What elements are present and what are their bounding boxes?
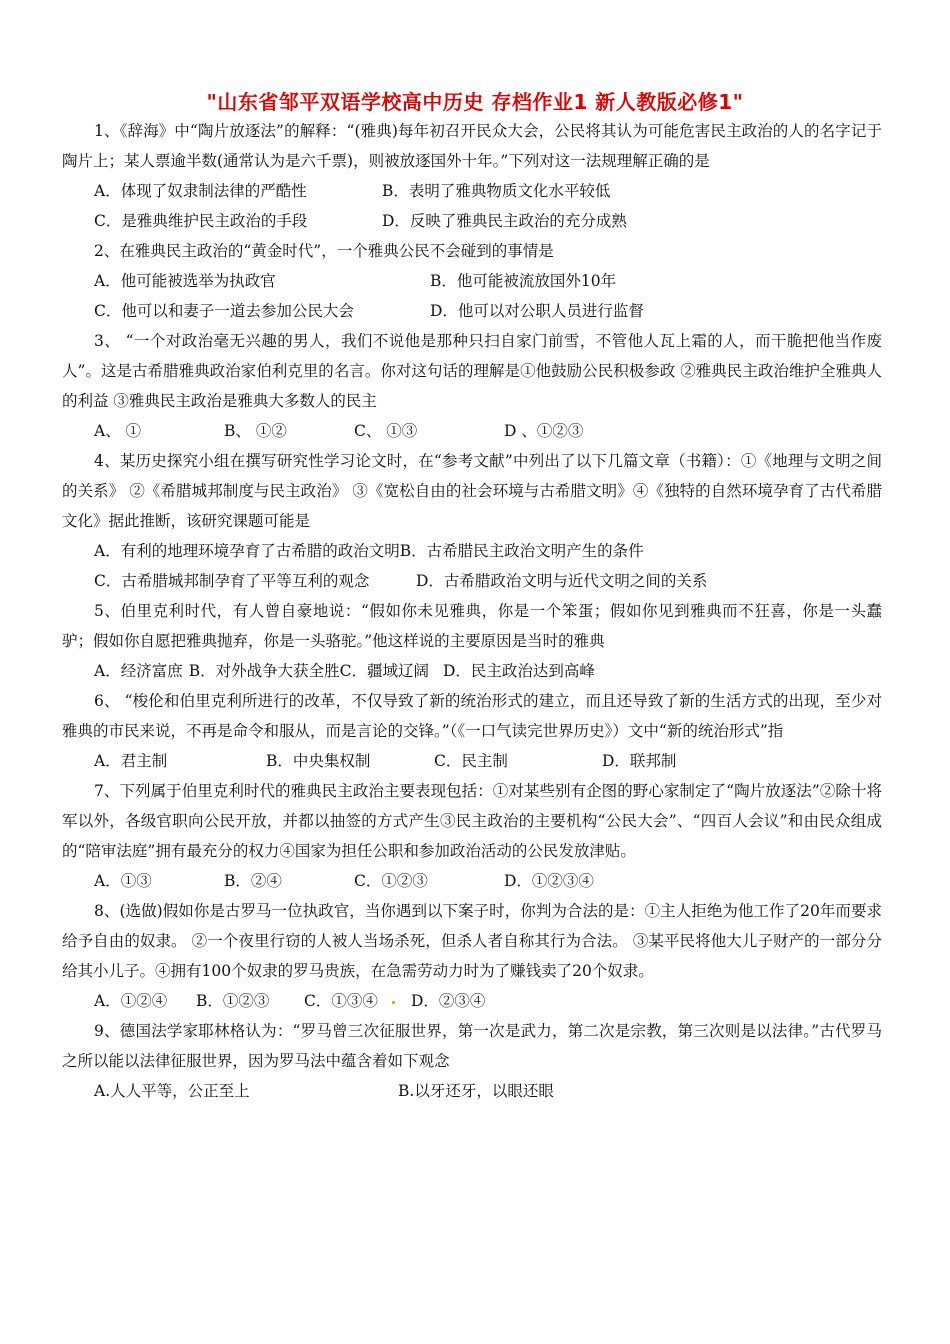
option-b: B、 ①② — [224, 422, 287, 440]
option-a: A．君主制 — [94, 752, 168, 770]
option-a: A.人人平等，公正至上 — [94, 1082, 250, 1100]
option-b: B．他可能被流放国外10年 — [430, 272, 617, 290]
question-stem: 2、在雅典民主政治的“黄金时代”，一个雅典公民不会碰到的事情是 — [94, 242, 554, 260]
option-c: C．是雅典维护民主政治的手段 — [94, 212, 308, 230]
option-row — [94, 566, 882, 596]
option-b: B．①②③ — [196, 992, 270, 1010]
option-row — [94, 416, 882, 446]
question-stem: 6、 “梭伦和伯里克利所进行的改革，不仅导致了新的统治形式的建立，而且还导致了新的生活方式的出现，至少对雅典的市民来说，不再是命令和服从，而是言论的交锋。”（《一口气读完世界历史》）文中“新的统治形式”指 — [62, 692, 882, 740]
question-7 — [62, 776, 882, 896]
option-d: D．民主政治达到高峰 — [442, 662, 595, 680]
option-a: A．经济富庶 — [94, 662, 183, 680]
question-stem: 1、《辞海》中“陶片放逐法”的解释：“(雅典)每年初召开民众大会，公民将其认为可能危害民主政治的人的名字记于陶片上；某人票逾半数(通常认为是六千票)，则被放逐国外十年。”下列对这一法规理解正确的是 — [62, 122, 882, 170]
option-a: A．他可能被选举为执政官 — [94, 272, 276, 290]
option-row — [94, 866, 882, 896]
question-list — [62, 116, 882, 1106]
option-row — [94, 986, 882, 1016]
option-c: C．疆域辽阔 — [339, 662, 429, 680]
option-row — [94, 1076, 882, 1106]
option-a: A．有利的地理环境孕育了古希腊的政治文明 — [94, 542, 400, 560]
option-d: D．古希腊政治文明与近代文明之间的关系 — [416, 572, 708, 590]
question-stem: 9、德国法学家耶林格认为：“罗马曾三次征服世界，第一次是武力，第二次是宗教，第三次则是以法律。”古代罗马之所以能以法律征服世界，因为罗马法中蕴含着如下观念 — [62, 1022, 882, 1070]
question-2 — [62, 236, 882, 326]
question-stem: 3、 “一个对政治毫无兴趣的男人，我们不说他是那种只扫自家门前雪，不管他人瓦上霜的人，而干脆把他当作废人”。这是古希腊雅典政治家伯利克里的名言。你对这句话的理解是①他鼓励公民积极参政 ②雅典民主政治维护全雅典人的利益 ③雅典民主政治是雅典大多数人的民主 — [62, 332, 882, 410]
question-4 — [62, 446, 882, 596]
option-c: C．①③④ — [304, 992, 378, 1010]
question-3 — [62, 326, 882, 446]
option-row — [94, 656, 882, 686]
option-b: B．②④ — [224, 872, 282, 890]
question-stem: 8、(选做)假如你是古罗马一位执政官，当你遇到以下案子时，你判为合法的是：①主人拒绝为他工作了20年而要求给予自由的奴隶。 ②一个夜里行窃的人被人当场杀死，但杀人者自称其行为合法。 ③某平民将他大儿子财产的一部分分给其小儿子。④拥有100个奴隶的罗马贵族，在急需劳动力时为了赚钱卖了20个奴隶。 — [62, 902, 882, 980]
option-b: B．中央集权制 — [266, 752, 371, 770]
option-c: C．①②③ — [354, 872, 428, 890]
option-c: C、 ①③ — [354, 422, 418, 440]
option-c: C．民主制 — [434, 752, 508, 770]
question-stem: 4、某历史探究小组在撰写研究性学习论文时，在“参考文献”中列出了以下几篇文章（书籍）：①《地理与文明之间的关系》 ②《希腊城邦制度与民主政治》 ③《宽松自由的社会环境与古希腊文明》④《独特的自然环境孕育了古代希腊文化》据此推断，该研究课题可能是 — [62, 452, 882, 530]
question-stem: 5、伯里克利时代，有人曾自豪地说：“假如你未见雅典，你是一个笨蛋；假如你见到雅典而不狂喜，你是一头蠢驴；假如你自愿把雅典抛弃，你是一头骆驼。”他这样说的主要原因是当时的雅典 — [62, 602, 882, 650]
option-c: C．古希腊城邦制孕育了平等互利的观念 — [94, 572, 370, 590]
option-row — [94, 266, 882, 296]
option-d: D．联邦制 — [602, 752, 677, 770]
option-b: B．古希腊民主政治文明产生的条件 — [399, 542, 644, 560]
option-d: D．他可以对公职人员进行监督 — [430, 302, 644, 320]
option-row — [94, 176, 882, 206]
option-d: D 、①②③ — [504, 422, 584, 440]
question-6 — [62, 686, 882, 776]
question-9 — [62, 1016, 882, 1106]
speck-mark — [392, 1001, 395, 1004]
option-a: A．①②④ — [94, 992, 168, 1010]
option-b: B．表明了雅典物质文化水平较低 — [382, 182, 611, 200]
option-c: C．他可以和妻子一道去参加公民大会 — [94, 302, 354, 320]
option-row — [94, 296, 882, 326]
option-a: A、 ① — [94, 422, 142, 440]
option-row — [94, 206, 882, 236]
option-row — [94, 536, 882, 566]
option-b: B.以牙还牙，以眼还眼 — [398, 1082, 554, 1100]
option-a: A．①③ — [94, 872, 152, 890]
option-row — [94, 746, 882, 776]
option-d: D．②③④ — [411, 992, 486, 1010]
question-5 — [62, 596, 882, 686]
option-a: A．体现了奴隶制法律的严酷性 — [94, 182, 307, 200]
document-title: "山东省邹平双语学校高中历史 存档作业1 新人教版必修1" — [206, 90, 744, 114]
question-1 — [62, 116, 882, 236]
question-8 — [62, 896, 882, 1016]
question-stem: 7、下列属于伯里克利时代的雅典民主政治主要表现包括：①对某些别有企图的野心家制定了“陶片放逐法”②除十将军以外，各级官职向公民开放，并都以抽签的方式产生③民主政治的主要机构“公民大会”、“四百人会议”和由民众组成的“陪审法庭”拥有最充分的权力④国家为担任公职和参加政治活动的公民发放津贴。 — [62, 782, 882, 860]
option-d: D．①②③④ — [504, 872, 594, 890]
option-d: D．反映了雅典民主政治的充分成熟 — [382, 212, 627, 230]
option-b: B．对外战争大获全胜 — [188, 662, 340, 680]
